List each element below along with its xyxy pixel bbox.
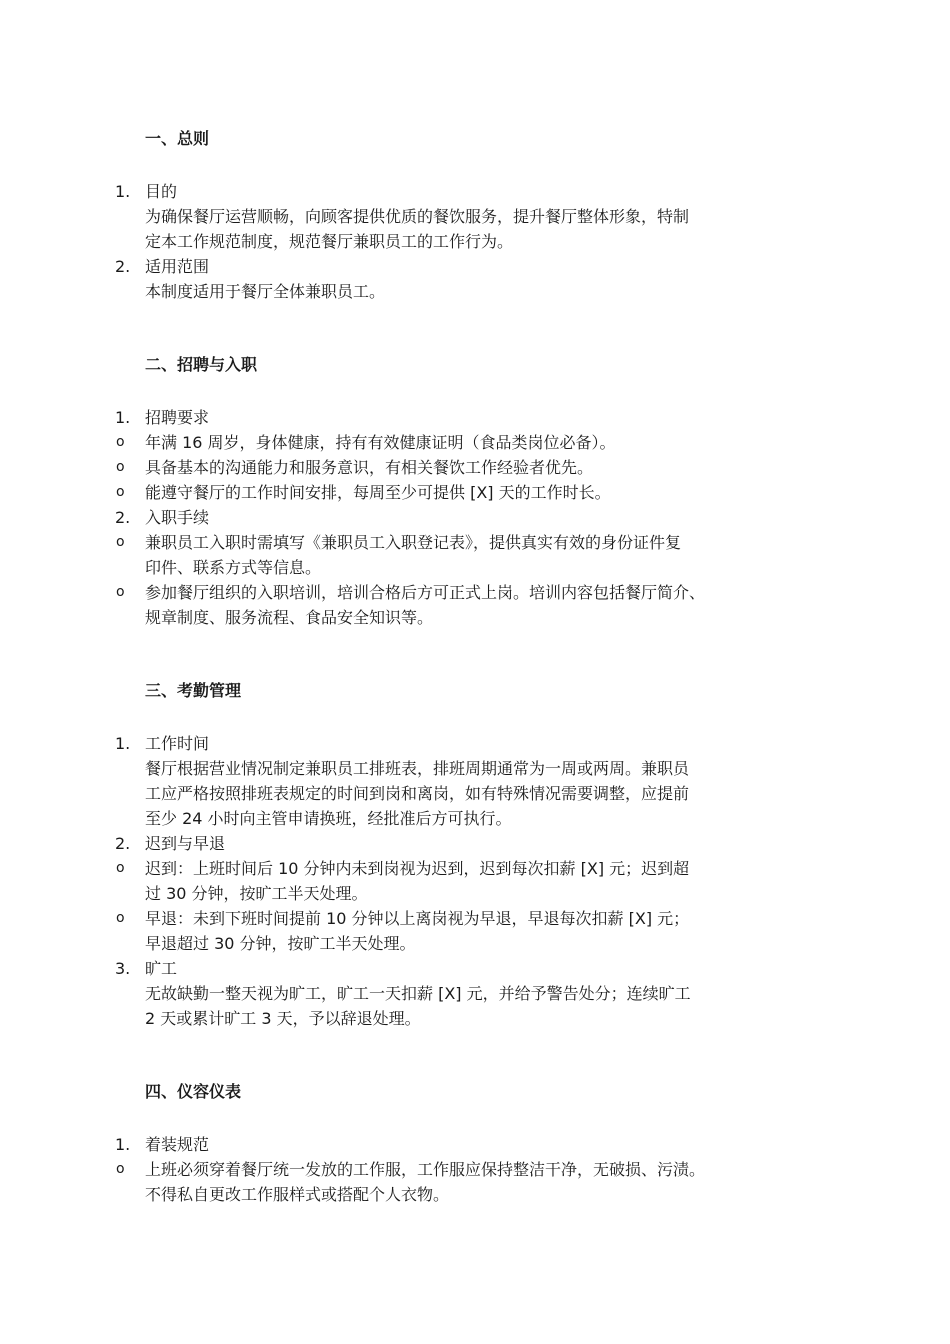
list-marker: 1. (115, 1135, 131, 1154)
list-item (115, 405, 815, 430)
list-marker: 2. (115, 834, 131, 853)
list-item (115, 179, 815, 254)
bullet-marker: o (116, 534, 125, 550)
list-item-text: 参加餐厅组织的入职培训，培训合格后方可正式上岗。培训内容包括餐厅简介、 规章制度、服务流程、食品安全知识等。 (145, 583, 706, 627)
list-item-text: 适用范围 本制度适用于餐厅全体兼职员工。 (145, 257, 386, 301)
list-item (115, 430, 815, 455)
list-item (115, 580, 815, 630)
bullet-marker: o (116, 1161, 125, 1177)
list-item (115, 530, 815, 580)
bullet-marker: o (116, 434, 125, 450)
list-item-text: 迟到：上班时间后 10 分钟内未到岗视为迟到，迟到每次扣薪 [X] 元；迟到超 过 30 分钟，按旷工半天处理。 (145, 859, 690, 903)
section-title: 四、仪容仪表 (145, 1082, 242, 1101)
list-item (115, 455, 815, 480)
list-item-text: 目的 为确保餐厅运营顺畅，向顾客提供优质的餐饮服务，提升餐厅整体形象，特制 定本工作规范制度，规范餐厅兼职员工的工作行为。 (145, 182, 690, 251)
list-item (115, 906, 815, 956)
list-item-text: 兼职员工入职时需填写《兼职员工入职登记表》，提供真实有效的身份证件复 印件、联系方式等信息。 (145, 533, 682, 577)
section-title: 二、招聘与入职 (145, 355, 258, 374)
list-item (115, 254, 815, 304)
section-title: 一、总则 (145, 129, 210, 148)
list-item (115, 956, 815, 1031)
list-item-text: 具备基本的沟通能力和服务意识，有相关餐饮工作经验者优先。 (145, 458, 594, 477)
list-item (115, 831, 815, 856)
list-item-text: 招聘要求 (145, 408, 210, 427)
list-item-text: 入职手续 (145, 508, 210, 527)
list-item (115, 1132, 815, 1157)
list-marker: 3. (115, 959, 131, 978)
bullet-marker: o (116, 860, 125, 876)
list-item-text: 迟到与早退 (145, 834, 226, 853)
list-item (115, 505, 815, 530)
list-marker: 2. (115, 508, 131, 527)
bullet-marker: o (116, 484, 125, 500)
list-item (115, 731, 815, 831)
list-item-text: 旷工 无故缺勤一整天视为旷工，旷工一天扣薪 [X] 元，并给予警告处分；连续旷工 2 天或累计旷工 3 天，予以辞退处理。 (145, 959, 691, 1028)
list-marker: 2. (115, 257, 131, 276)
section-title: 三、考勤管理 (145, 681, 242, 700)
list-marker: 1. (115, 734, 131, 753)
bullet-marker: o (116, 459, 125, 475)
list-item (115, 856, 815, 906)
list-item-text: 着装规范 (145, 1135, 210, 1154)
bullet-marker: o (116, 584, 125, 600)
list-item-text: 能遵守餐厅的工作时间安排，每周至少可提供 [X] 天的工作时长。 (145, 483, 611, 502)
list-item-text: 年满 16 周岁，身体健康，持有有效健康证明（食品类岗位必备）。 (145, 433, 616, 452)
list-item (115, 1157, 815, 1207)
list-marker: 1. (115, 182, 131, 201)
list-item (115, 480, 815, 505)
list-marker: 1. (115, 408, 131, 427)
list-item-text: 上班必须穿着餐厅统一发放的工作服，工作服应保持整洁干净，无破损、污渍。 不得私自更改工作服样式或搭配个人衣物。 (145, 1160, 706, 1204)
list-item-text: 工作时间 餐厅根据营业情况制定兼职员工排班表，排班周期通常为一周或两周。兼职员 工应严格按照排班表规定的时间到岗和离岗，如有特殊情况需要调整，应提前 至少 24 小时向主管申请换班，经批准后方可执行。 (145, 734, 690, 828)
bullet-marker: o (116, 910, 125, 926)
list-item-text: 早退：未到下班时间提前 10 分钟以上离岗视为早退，早退每次扣薪 [X] 元； 早退超过 30 分钟，按旷工半天处理。 (145, 909, 690, 953)
